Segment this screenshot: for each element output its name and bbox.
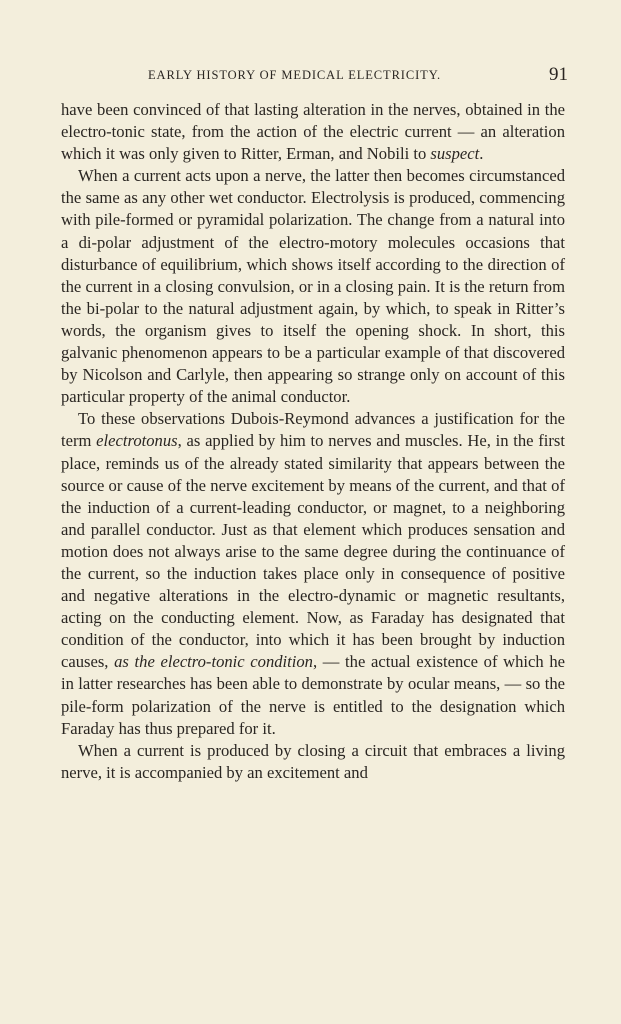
paragraph-text: When a current is produced by closing a circuit that embraces a living nerve, it is accompanied by an excitement and <box>61 740 565 782</box>
italic-term-suspect: suspect <box>430 144 480 164</box>
paragraph-text: , as applied by him to nerves and muscles. He, in the first place, reminds us of the already stated similarity that appears between the source or cause of the nerve excitement by means of the current, and that of the induction of a current-leading conductor, or magnet, to a neighboring and parallel conductor. Just as that element which produces sensation and motion does not always arise to the same degree during the continuance of the current, so the induction takes place only in consequence of positive and negative alterations in the electro-dynamic or magnetic resultants, acting on the conducting element. Now, as Faraday has designated that condition of the conductor, into which it has been brought by induction causes, <box>61 431 565 672</box>
italic-phrase-electro-tonic-condition: as the electro-tonic condition <box>114 652 313 672</box>
italic-term-electrotonus: electrotonus <box>96 431 178 451</box>
paragraph-text: To these observations Dubois-Reymond advances a justification for the term <box>61 409 565 451</box>
paragraph <box>61 740 565 784</box>
body-text <box>61 99 565 784</box>
running-head: EARLY HISTORY OF MEDICAL ELECTRICITY. <box>148 68 442 82</box>
paragraph-text: , — the actual existence of which he in latter researches has been able to demonstrate by ocular means, — so the pile-form polarization of the nerve is entitled to the designation which Faraday has thus prepared for it. <box>61 652 566 738</box>
paragraph-text: . <box>479 144 484 164</box>
page-number: 91 <box>549 64 568 85</box>
page-header <box>60 66 568 90</box>
paragraph <box>61 165 565 408</box>
paragraph <box>61 408 565 739</box>
paragraph-text: When a current acts upon a nerve, the latter then becomes circumstanced the same as any other wet conductor. Electrolysis is produced, commencing with pile-formed or pyramidal polarization. The change from a natural into a di-polar adjustment of the electro-motory molecules occasions that disturbance of equilibrium, which shows itself according to the direction of the current in a closing convulsion, or in a closing pain. It is the return from the bi-polar to the natural adjustment again, by which, to speak in Ritter’s words, the organism gives to itself the opening shock. In short, this galvanic phenomenon appears to be a particular example of that discovered by Nicolson and Carlyle, then appearing so strange only on account of this particular property of the animal conductor. <box>61 166 565 407</box>
paragraph-text: have been convinced of that lasting alteration in the nerves, obtained in the electro-tonic state, from the action of the electric current — an alteration which it was only given to Ritter, Erman, and Nobili to <box>61 100 565 164</box>
paragraph <box>61 99 565 165</box>
